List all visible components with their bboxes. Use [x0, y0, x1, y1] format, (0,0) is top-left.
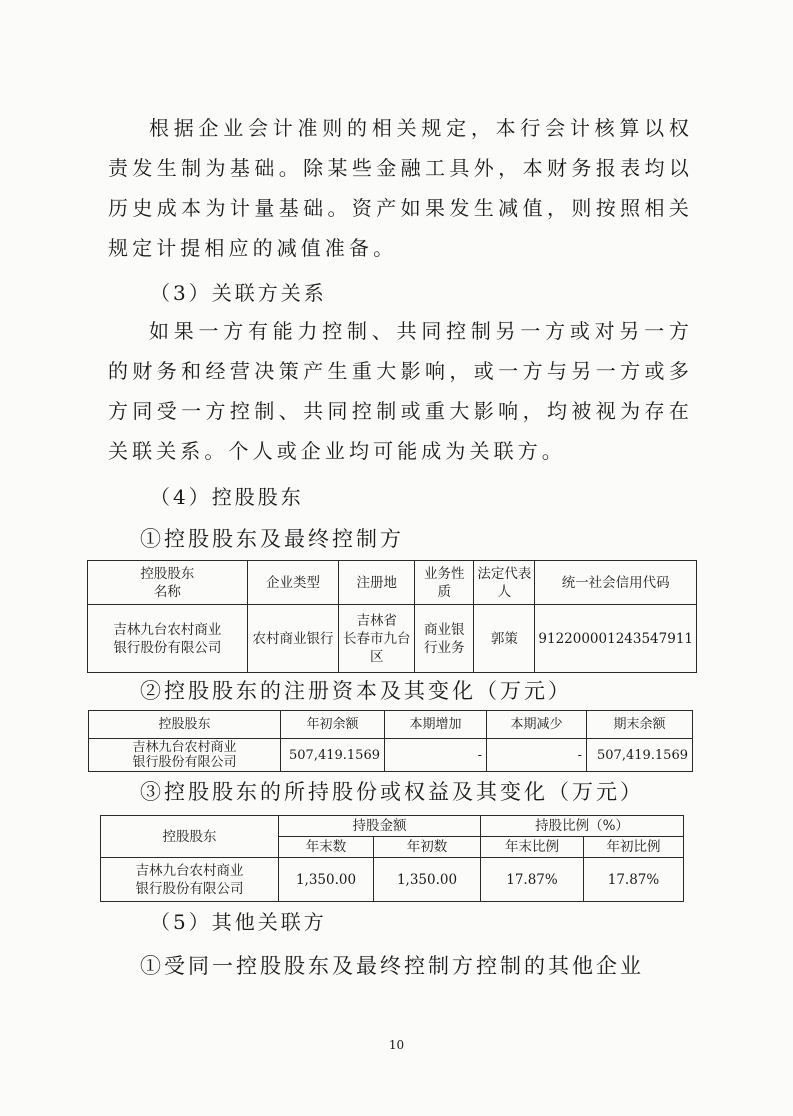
paragraph-accounting-basis: 根据企业会计准则的相关规定，本行会计核算以权责发生制为基础。除某些金融工具外，本财务报表均以历史成本为计量基础。资产如果发生减值，则按照相关规定计提相应的减值准备。 — [108, 116, 693, 260]
cell-name: 吉林九台农村商业 银行股份有限公司 — [88, 605, 248, 673]
cell-business-nature: 商业银 行业务 — [415, 605, 474, 673]
heading-other-related-parties: （5）其他关联方 — [150, 910, 327, 934]
cell-holder: 吉林九台农村商业 银行股份有限公司 — [101, 858, 279, 902]
header-amount-end: 年末数 — [279, 837, 374, 858]
table-header-row — [101, 816, 684, 837]
controlling-shareholder-table — [87, 560, 697, 673]
table-header-row — [89, 711, 693, 739]
cell-begin-balance: 507,419.1569 — [281, 739, 385, 772]
header-decrease: 本期减少 — [487, 711, 587, 739]
cell-registered-place: 吉林省 长春市九台 区 — [339, 605, 415, 673]
table-header-row — [88, 561, 697, 605]
cell-ratio-begin: 17.87% — [584, 858, 684, 902]
cell-legal-representative: 郭策 — [474, 605, 535, 673]
header-begin-balance: 年初余额 — [281, 711, 385, 739]
cell-amount-end: 1,350.00 — [279, 858, 374, 902]
page-number: 10 — [388, 1038, 405, 1052]
header-end-balance: 期末余额 — [587, 711, 693, 739]
header-name: 控股股东 名称 — [88, 561, 248, 605]
header-legal-representative: 法定代表 人 — [474, 561, 535, 605]
cell-end-balance: 507,419.1569 — [587, 739, 693, 772]
cell-increase: - — [385, 739, 487, 772]
header-amount-begin: 年初数 — [374, 837, 481, 858]
table-row — [88, 605, 697, 673]
cell-credit-code: 912200001243547911 — [535, 605, 697, 673]
header-business-nature: 业务性 质 — [415, 561, 474, 605]
cell-company-type: 农村商业银行 — [247, 605, 339, 673]
header-ratio-end: 年末比例 — [481, 837, 584, 858]
header-holder: 控股股东 — [101, 816, 279, 858]
heading-controlling-shareholder-and-final-controller: ①控股股东及最终控制方 — [140, 527, 404, 551]
header-share-amount: 持股金额 — [279, 816, 481, 837]
heading-related-party-relationship: （3）关联方关系 — [150, 281, 327, 305]
header-ratio-begin: 年初比例 — [584, 837, 684, 858]
cell-holder: 吉林九台农村商业 银行股份有限公司 — [89, 739, 281, 772]
heading-controlling-shareholder: （4）控股股东 — [150, 485, 304, 509]
cell-decrease: - — [487, 739, 587, 772]
cell-amount-begin: 1,350.00 — [374, 858, 481, 902]
table-row — [101, 858, 684, 902]
shareholding-table — [100, 815, 684, 902]
header-share-ratio: 持股比例（%） — [481, 816, 684, 837]
header-increase: 本期增加 — [385, 711, 487, 739]
registered-capital-table — [88, 710, 693, 772]
paragraph-related-party-definition: 如果一方有能力控制、共同控制另一方或对另一方的财务和经营决策产生重大影响，或一方与另一方或多方同受一方控制、共同控制或重大影响，均被视为存在关联关系。个人或企业均可能成为关联方。 — [108, 319, 693, 463]
header-holder: 控股股东 — [89, 711, 281, 739]
header-registered-place: 注册地 — [339, 561, 415, 605]
heading-registered-capital-change: ②控股股东的注册资本及其变化（万元） — [140, 679, 572, 703]
heading-shareholding-change: ③控股股东的所持股份或权益及其变化（万元） — [140, 780, 644, 804]
header-credit-code: 统一社会信用代码 — [535, 561, 697, 605]
cell-ratio-end: 17.87% — [481, 858, 584, 902]
heading-same-control-enterprises: ①受同一控股股东及最终控制方控制的其他企业 — [140, 954, 644, 978]
table-row — [89, 739, 693, 772]
header-company-type: 企业类型 — [247, 561, 339, 605]
